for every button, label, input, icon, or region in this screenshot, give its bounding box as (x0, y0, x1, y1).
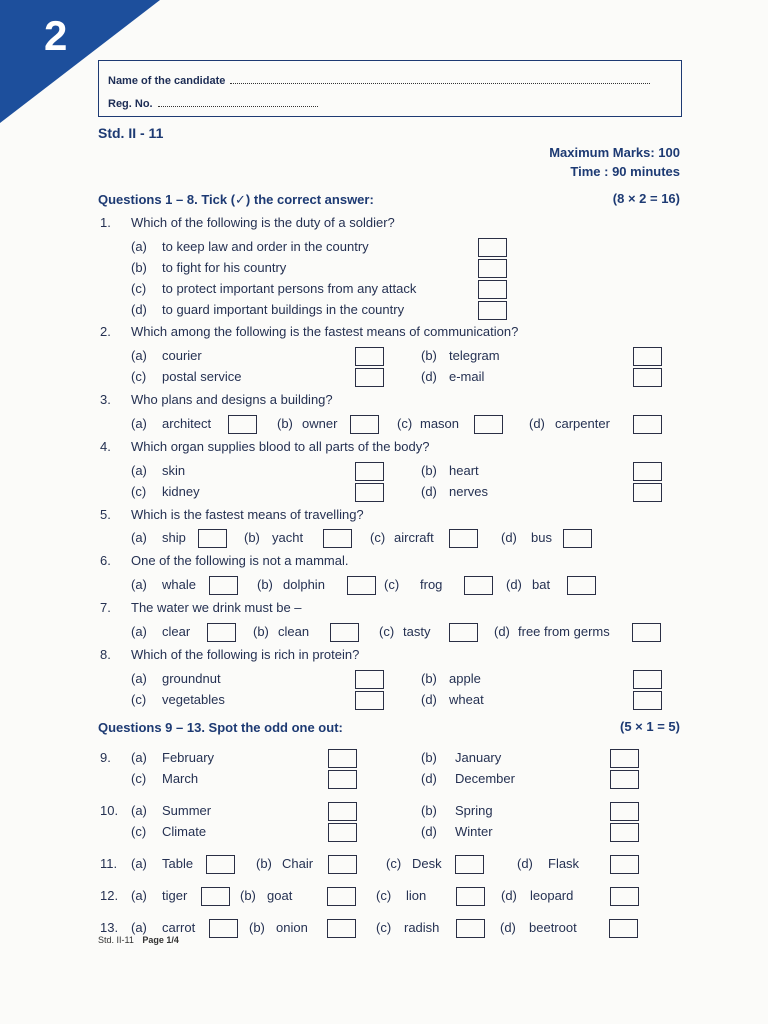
question-9-number: 9. (100, 750, 111, 765)
q9-option-b-letter: (b) (421, 750, 437, 765)
section-2-title: Questions 9 – 13. Spot the odd one out: (98, 720, 343, 735)
question-6-number: 6. (100, 553, 111, 568)
q4-option-b-letter: (b) (421, 463, 437, 478)
q9-option-d-letter: (d) (421, 771, 437, 786)
q6-option-a-text: whale (162, 577, 196, 592)
q3-option-b-letter: (b) (277, 416, 293, 431)
q6-option-d-text: bat (532, 577, 551, 592)
q1-option-a-checkbox[interactable] (478, 238, 507, 257)
q2-option-a-text: courier (162, 348, 202, 363)
candidate-name-field[interactable] (230, 83, 650, 84)
q9-option-b-text: January (455, 750, 502, 765)
q10-option-a-letter: (a) (131, 803, 147, 818)
question-12-number: 12. (100, 888, 119, 903)
q10-option-b-letter: (b) (421, 803, 437, 818)
q4-option-d-letter: (d) (421, 484, 437, 499)
q4-option-a-text: skin (162, 463, 186, 478)
q4-option-a-letter: (a) (131, 463, 147, 478)
q9-option-c-checkbox[interactable] (328, 770, 357, 789)
q7-option-c-checkbox[interactable] (449, 623, 478, 642)
q8-option-b-letter: (b) (421, 671, 437, 686)
footer-page: Page 1/4 (142, 935, 179, 945)
q13-option-d-checkbox[interactable] (609, 919, 638, 938)
candidate-name-label: Name of the candidate (108, 75, 226, 87)
q6-option-b-letter: (b) (257, 577, 273, 592)
q12-option-d-letter: (d) (501, 888, 517, 903)
q6-option-a-letter: (a) (131, 577, 147, 592)
q10-option-d-checkbox[interactable] (610, 823, 639, 842)
q5-option-c-checkbox[interactable] (449, 529, 478, 548)
question-5-number: 5. (100, 507, 111, 522)
footer-code: Std. II-11 (98, 935, 134, 945)
q6-option-b-text: dolphin (283, 577, 325, 592)
q10-option-c-letter: (c) (131, 824, 147, 839)
q5-option-d-checkbox[interactable] (563, 529, 592, 548)
section-2-marks: (5 × 1 = 5) (620, 719, 680, 734)
question-4-number: 4. (100, 439, 111, 454)
question-4-text: Which organ supplies blood to all parts of the body? (131, 439, 430, 454)
q9-option-c-text: March (162, 771, 199, 786)
exam-time: Time : 90 minutes (570, 164, 680, 179)
standard-label: Std. II - 11 (98, 125, 164, 141)
q2-option-d-checkbox[interactable] (633, 368, 662, 387)
q6-option-c-text: frog (420, 577, 443, 592)
q4-option-c-checkbox[interactable] (355, 483, 384, 502)
question-2-text: Which among the following is the fastest means of communication? (131, 324, 519, 339)
q12-option-c-text: lion (406, 888, 427, 903)
q13-option-d-letter: (d) (500, 920, 516, 935)
q1-option-c-text: to protect important persons from any attack (162, 281, 417, 296)
q13-option-b-checkbox[interactable] (327, 919, 356, 938)
q3-option-c-letter: (c) (397, 416, 413, 431)
q6-option-c-checkbox[interactable] (464, 576, 493, 595)
q2-option-c-text: postal service (162, 369, 242, 384)
q7-option-a-checkbox[interactable] (207, 623, 236, 642)
q3-option-c-checkbox[interactable] (474, 415, 503, 434)
q6-option-b-checkbox[interactable] (347, 576, 376, 595)
q11-option-c-checkbox[interactable] (455, 855, 484, 874)
q4-option-a-checkbox[interactable] (355, 462, 384, 481)
q12-option-c-letter: (c) (376, 888, 392, 903)
q7-option-b-checkbox[interactable] (330, 623, 359, 642)
q5-option-a-text: ship (162, 530, 186, 545)
q3-option-b-checkbox[interactable] (350, 415, 379, 434)
q3-option-d-letter: (d) (529, 416, 545, 431)
q11-option-a-letter: (a) (131, 856, 147, 871)
q11-option-d-text: Flask (548, 856, 580, 871)
q11-option-a-text: Table (162, 856, 194, 871)
q12-option-a-letter: (a) (131, 888, 147, 903)
q5-option-a-letter: (a) (131, 530, 147, 545)
question-3-number: 3. (100, 392, 111, 407)
q13-option-b-letter: (b) (249, 920, 265, 935)
section-1-title: Questions 1 – 8. Tick (✓) the correct answer: (98, 192, 374, 207)
q3-option-b-text: owner (302, 416, 338, 431)
q10-option-b-text: Spring (455, 803, 493, 818)
q9-option-a-text: February (162, 750, 215, 765)
q2-option-b-checkbox[interactable] (633, 347, 662, 366)
q10-option-a-text: Summer (162, 803, 212, 818)
q11-option-b-text: Chair (282, 856, 314, 871)
q2-option-d-text: e-mail (449, 369, 485, 384)
q7-option-d-checkbox[interactable] (632, 623, 661, 642)
q6-option-d-letter: (d) (506, 577, 522, 592)
q3-option-d-checkbox[interactable] (633, 415, 662, 434)
question-6-text: One of the following is not a mammal. (131, 553, 349, 568)
question-7-number: 7. (100, 600, 111, 615)
q12-option-d-text: leopard (530, 888, 574, 903)
q7-option-a-letter: (a) (131, 624, 147, 639)
q5-option-c-letter: (c) (370, 530, 386, 545)
candidate-name-row (108, 75, 650, 87)
q12-option-b-checkbox[interactable] (327, 887, 356, 906)
q1-option-c-checkbox[interactable] (478, 280, 507, 299)
q8-option-c-text: vegetables (162, 692, 225, 707)
question-8-number: 8. (100, 647, 111, 662)
q8-option-d-text: wheat (449, 692, 484, 707)
q1-option-a-letter: (a) (131, 239, 147, 254)
q7-option-c-letter: (c) (379, 624, 395, 639)
q11-option-c-text: Desk (412, 856, 442, 871)
q13-option-a-checkbox[interactable] (209, 919, 238, 938)
q10-option-c-checkbox[interactable] (328, 823, 357, 842)
q3-option-a-text: architect (162, 416, 212, 431)
q13-option-a-text: carrot (162, 920, 196, 935)
q9-option-a-checkbox[interactable] (328, 749, 357, 768)
q4-option-d-checkbox[interactable] (633, 483, 662, 502)
q1-option-b-letter: (b) (131, 260, 147, 275)
q2-option-c-checkbox[interactable] (355, 368, 384, 387)
q12-option-c-checkbox[interactable] (456, 887, 485, 906)
q5-option-b-text: yacht (272, 530, 304, 545)
q5-option-d-letter: (d) (501, 530, 517, 545)
q5-option-a-checkbox[interactable] (198, 529, 227, 548)
reg-no-row (108, 98, 318, 110)
question-3-text: Who plans and designs a building? (131, 392, 333, 407)
q1-option-a-text: to keep law and order in the country (162, 239, 369, 254)
q11-option-d-checkbox[interactable] (610, 855, 639, 874)
q13-option-c-letter: (c) (376, 920, 392, 935)
q3-option-a-letter: (a) (131, 416, 147, 431)
q13-option-c-checkbox[interactable] (456, 919, 485, 938)
q7-option-d-text: free from germs (518, 624, 610, 639)
q4-option-b-checkbox[interactable] (633, 462, 662, 481)
q2-option-a-checkbox[interactable] (355, 347, 384, 366)
q12-option-b-text: goat (267, 888, 293, 903)
q2-option-b-letter: (b) (421, 348, 437, 363)
question-7-text: The water we drink must be – (131, 600, 302, 615)
q12-option-b-letter: (b) (240, 888, 256, 903)
q5-option-c-text: aircraft (394, 530, 434, 545)
q5-option-d-text: bus (531, 530, 552, 545)
q4-option-d-text: nerves (449, 484, 489, 499)
q13-option-d-text: beetroot (529, 920, 577, 935)
q8-option-b-text: apple (449, 671, 481, 686)
q10-option-b-checkbox[interactable] (610, 802, 639, 821)
q9-option-c-letter: (c) (131, 771, 147, 786)
q11-option-b-letter: (b) (256, 856, 272, 871)
page-number: 2 (44, 12, 68, 59)
q11-option-c-letter: (c) (386, 856, 402, 871)
q11-option-b-checkbox[interactable] (328, 855, 357, 874)
q12-option-a-checkbox[interactable] (201, 887, 230, 906)
q8-option-d-letter: (d) (421, 692, 437, 707)
footer (98, 935, 179, 945)
question-8-text: Which of the following is rich in protein? (131, 647, 360, 662)
q1-option-c-letter: (c) (131, 281, 147, 296)
q1-option-d-text: to guard important buildings in the country (162, 302, 405, 317)
q13-option-c-text: radish (404, 920, 440, 935)
q8-option-a-letter: (a) (131, 671, 147, 686)
q9-option-d-checkbox[interactable] (610, 770, 639, 789)
q6-option-a-checkbox[interactable] (209, 576, 238, 595)
q6-option-d-checkbox[interactable] (567, 576, 596, 595)
q12-option-d-checkbox[interactable] (610, 887, 639, 906)
q8-option-d-checkbox[interactable] (633, 691, 662, 710)
q3-option-c-text: mason (420, 416, 460, 431)
q12-option-a-text: tiger (162, 888, 188, 903)
maximum-marks: Maximum Marks: 100 (549, 145, 680, 160)
q2-option-a-letter: (a) (131, 348, 147, 363)
q4-option-c-text: kidney (162, 484, 200, 499)
question-13-number: 13. (100, 920, 119, 935)
q10-option-a-checkbox[interactable] (328, 802, 357, 821)
q3-option-a-checkbox[interactable] (228, 415, 257, 434)
q10-option-d-letter: (d) (421, 824, 437, 839)
q8-option-a-checkbox[interactable] (355, 670, 384, 689)
q8-option-c-checkbox[interactable] (355, 691, 384, 710)
q5-option-b-letter: (b) (244, 530, 260, 545)
q1-option-b-checkbox[interactable] (478, 259, 507, 278)
reg-no-label: Reg. No. (108, 98, 153, 110)
q13-option-a-letter: (a) (131, 920, 147, 935)
q2-option-d-letter: (d) (421, 369, 437, 384)
question-1-text: Which of the following is the duty of a soldier? (131, 215, 395, 230)
question-1-number: 1. (100, 215, 111, 230)
question-10-number: 10. (100, 803, 119, 818)
q1-option-d-letter: (d) (131, 302, 147, 317)
q2-option-c-letter: (c) (131, 369, 147, 384)
question-5-text: Which is the fastest means of travelling? (131, 507, 364, 522)
question-2-number: 2. (100, 324, 111, 339)
q5-option-b-checkbox[interactable] (323, 529, 352, 548)
q1-option-d-checkbox[interactable] (478, 301, 507, 320)
q9-option-a-letter: (a) (131, 750, 147, 765)
q1-option-b-text: to fight for his country (162, 260, 287, 275)
section-1-marks: (8 × 2 = 16) (612, 191, 680, 206)
q3-option-d-text: carpenter (555, 416, 610, 431)
reg-no-field[interactable] (158, 106, 318, 107)
question-11-number: 11. (100, 856, 118, 871)
q7-option-c-text: tasty (403, 624, 431, 639)
q7-option-b-letter: (b) (253, 624, 269, 639)
q4-option-b-text: heart (449, 463, 479, 478)
q8-option-c-letter: (c) (131, 692, 147, 707)
q8-option-b-checkbox[interactable] (633, 670, 662, 689)
q7-option-d-letter: (d) (494, 624, 510, 639)
q8-option-a-text: groundnut (162, 671, 221, 686)
q6-option-c-letter: (c) (384, 577, 400, 592)
q2-option-b-text: telegram (449, 348, 500, 363)
q7-option-a-text: clear (162, 624, 191, 639)
q11-option-d-letter: (d) (517, 856, 533, 871)
q9-option-d-text: December (455, 771, 515, 786)
q10-option-c-text: Climate (162, 824, 207, 839)
q7-option-b-text: clean (278, 624, 310, 639)
q11-option-a-checkbox[interactable] (206, 855, 235, 874)
q9-option-b-checkbox[interactable] (610, 749, 639, 768)
q10-option-d-text: Winter (455, 824, 493, 839)
q4-option-c-letter: (c) (131, 484, 147, 499)
q13-option-b-text: onion (276, 920, 308, 935)
